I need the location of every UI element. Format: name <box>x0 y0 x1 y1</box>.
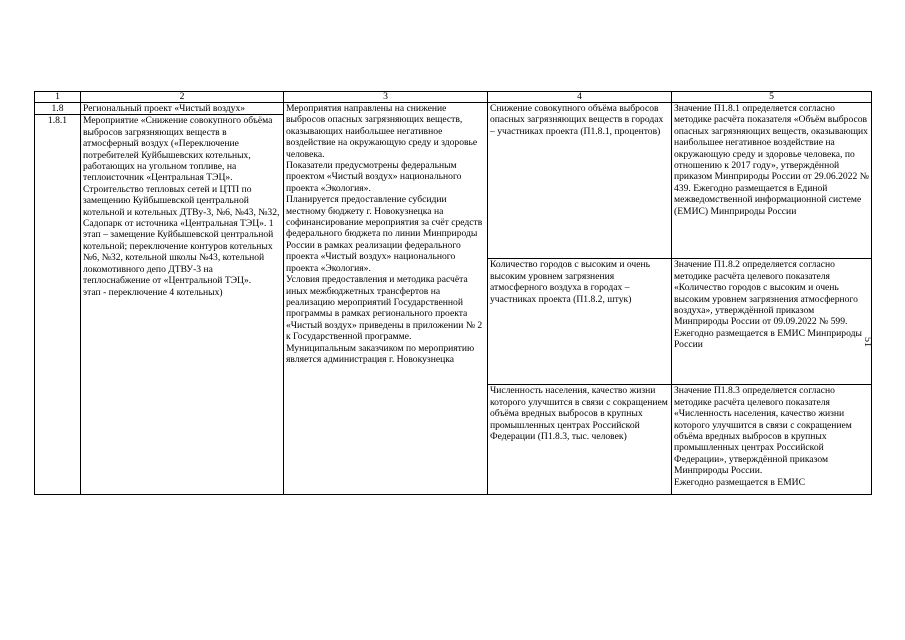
header-row <box>35 92 872 103</box>
description-text: Мероприятия направлены на снижение выбросов опасных загрязняющих веществ, оказывающих наибольшее негативное воздействие на окружающую среду и здоровье человека. Показатели предусмотрены федеральным проектом «Чистый воздух» национального проекта «Экология». Планируется предоставление субсидии местному бюджету г. Новокузнецка на софинансирование мероприятия за счёт средств федерального бюджета по линии Минприроды России в рамках реализации федерального проекта «Чистый воздух» национального проекта «Экология». Условия предоставления и методика расчёта иных межбюджетных трансфертов на реализацию мероприятий Государственной программы в рамках регионального проекта «Чистый воздух» приведены в приложении № 2 к Государственной программе. Муниципальным заказчиком по мероприятию является администрация г. Новокузнецка <box>286 103 483 365</box>
row-1-8 <box>35 103 872 115</box>
indicator-2-method: Значение П1.8.2 определяется согласно методике расчёта целевого показателя «Количество городов с высоким и очень высоким уровнем загрязнения атмосферного воздуха», утверждённой приказом Минприроды России от 09.09.2022 № 599. Ежегодно размещается в ЕМИС Минприроды России <box>672 259 872 385</box>
indicator-3-name: Численность населения, качество жизни которого улучшится в связи с сокращением объёма вредных выбросов в крупных промышленных центрах Российской Федерации (П1.8.3, тыс. человек) <box>488 385 672 495</box>
row-1-8-1-description <box>284 103 488 495</box>
header-cell-5: 5 <box>672 92 872 103</box>
indicator-3-method <box>672 385 872 495</box>
row-1-8-1-event: Мероприятие «Снижение совокупного объёма выбросов загрязняющих веществ в атмосферный воздух («Переключение потребителей Куйбышевских котельных, работающих на угольном топливе, на теплоисточник «Центральная ТЭЦ». Строительство тепловых сетей и ЦТП по замещению Куйбышевской центральной котельной и котельных ДТВу-3, №6, №43, №32, Садопарк от источника «Центральная ТЭЦ». 1 этап – замещение Куйбышевской центральной котельной; переключение контуров котельных №6, №32, котельной школы №43, котельной локомотивного депо ДТВУ-3 на теплоснабжение от «Центральной ТЭЦ». этап - переключение 4 котельных) <box>81 115 284 495</box>
header-cell-1: 1 <box>35 92 81 103</box>
row-1-8-project-name: Региональный проект «Чистый воздух» <box>81 103 284 115</box>
indicator-1-name: Снижение совокупного объёма выбросов опасных загрязняющих веществ в городах – участниках проекта (П1.8.1, процентов) <box>488 103 672 259</box>
row-1-8-number: 1.8 <box>35 103 81 115</box>
header-cell-4: 4 <box>488 92 672 103</box>
indicator-3-method-text: Значение П1.8.3 определяется согласно методике расчёта целевого показателя «Численность населения, качество жизни которого улучшится в связи с сокращением объёма вредных выбросов в крупных промышленных центрах Российской Федерации», утверждённой приказом Минприроды России. Ежегодно размещается в ЕМИС <box>674 385 852 488</box>
header-cell-2: 2 <box>81 92 284 103</box>
indicator-2-name: Количество городов с высоким и очень высоким уровнем загрязнения атмосферного воздуха в городах – участниках проекта (П1.8.2, штук) <box>488 259 672 385</box>
page-number: 51 <box>862 337 873 347</box>
indicator-1-method: Значение П1.8.1 определяется согласно методике расчёта показателя «Объём выбросов опасных загрязняющих веществ, оказывающих наибольшее негативное воздействие на окружающую среду и здоровье человека, по отношению к 2017 году», утверждённой приказом Минприроды России от 29.06.2022 № 439. Ежегодно размещается в Единой межведомственной информационной системе (ЕМИС) Минприроды России <box>672 103 872 259</box>
program-table <box>34 91 872 495</box>
row-1-8-1-number: 1.8.1 <box>35 115 81 495</box>
header-cell-3: 3 <box>284 92 488 103</box>
